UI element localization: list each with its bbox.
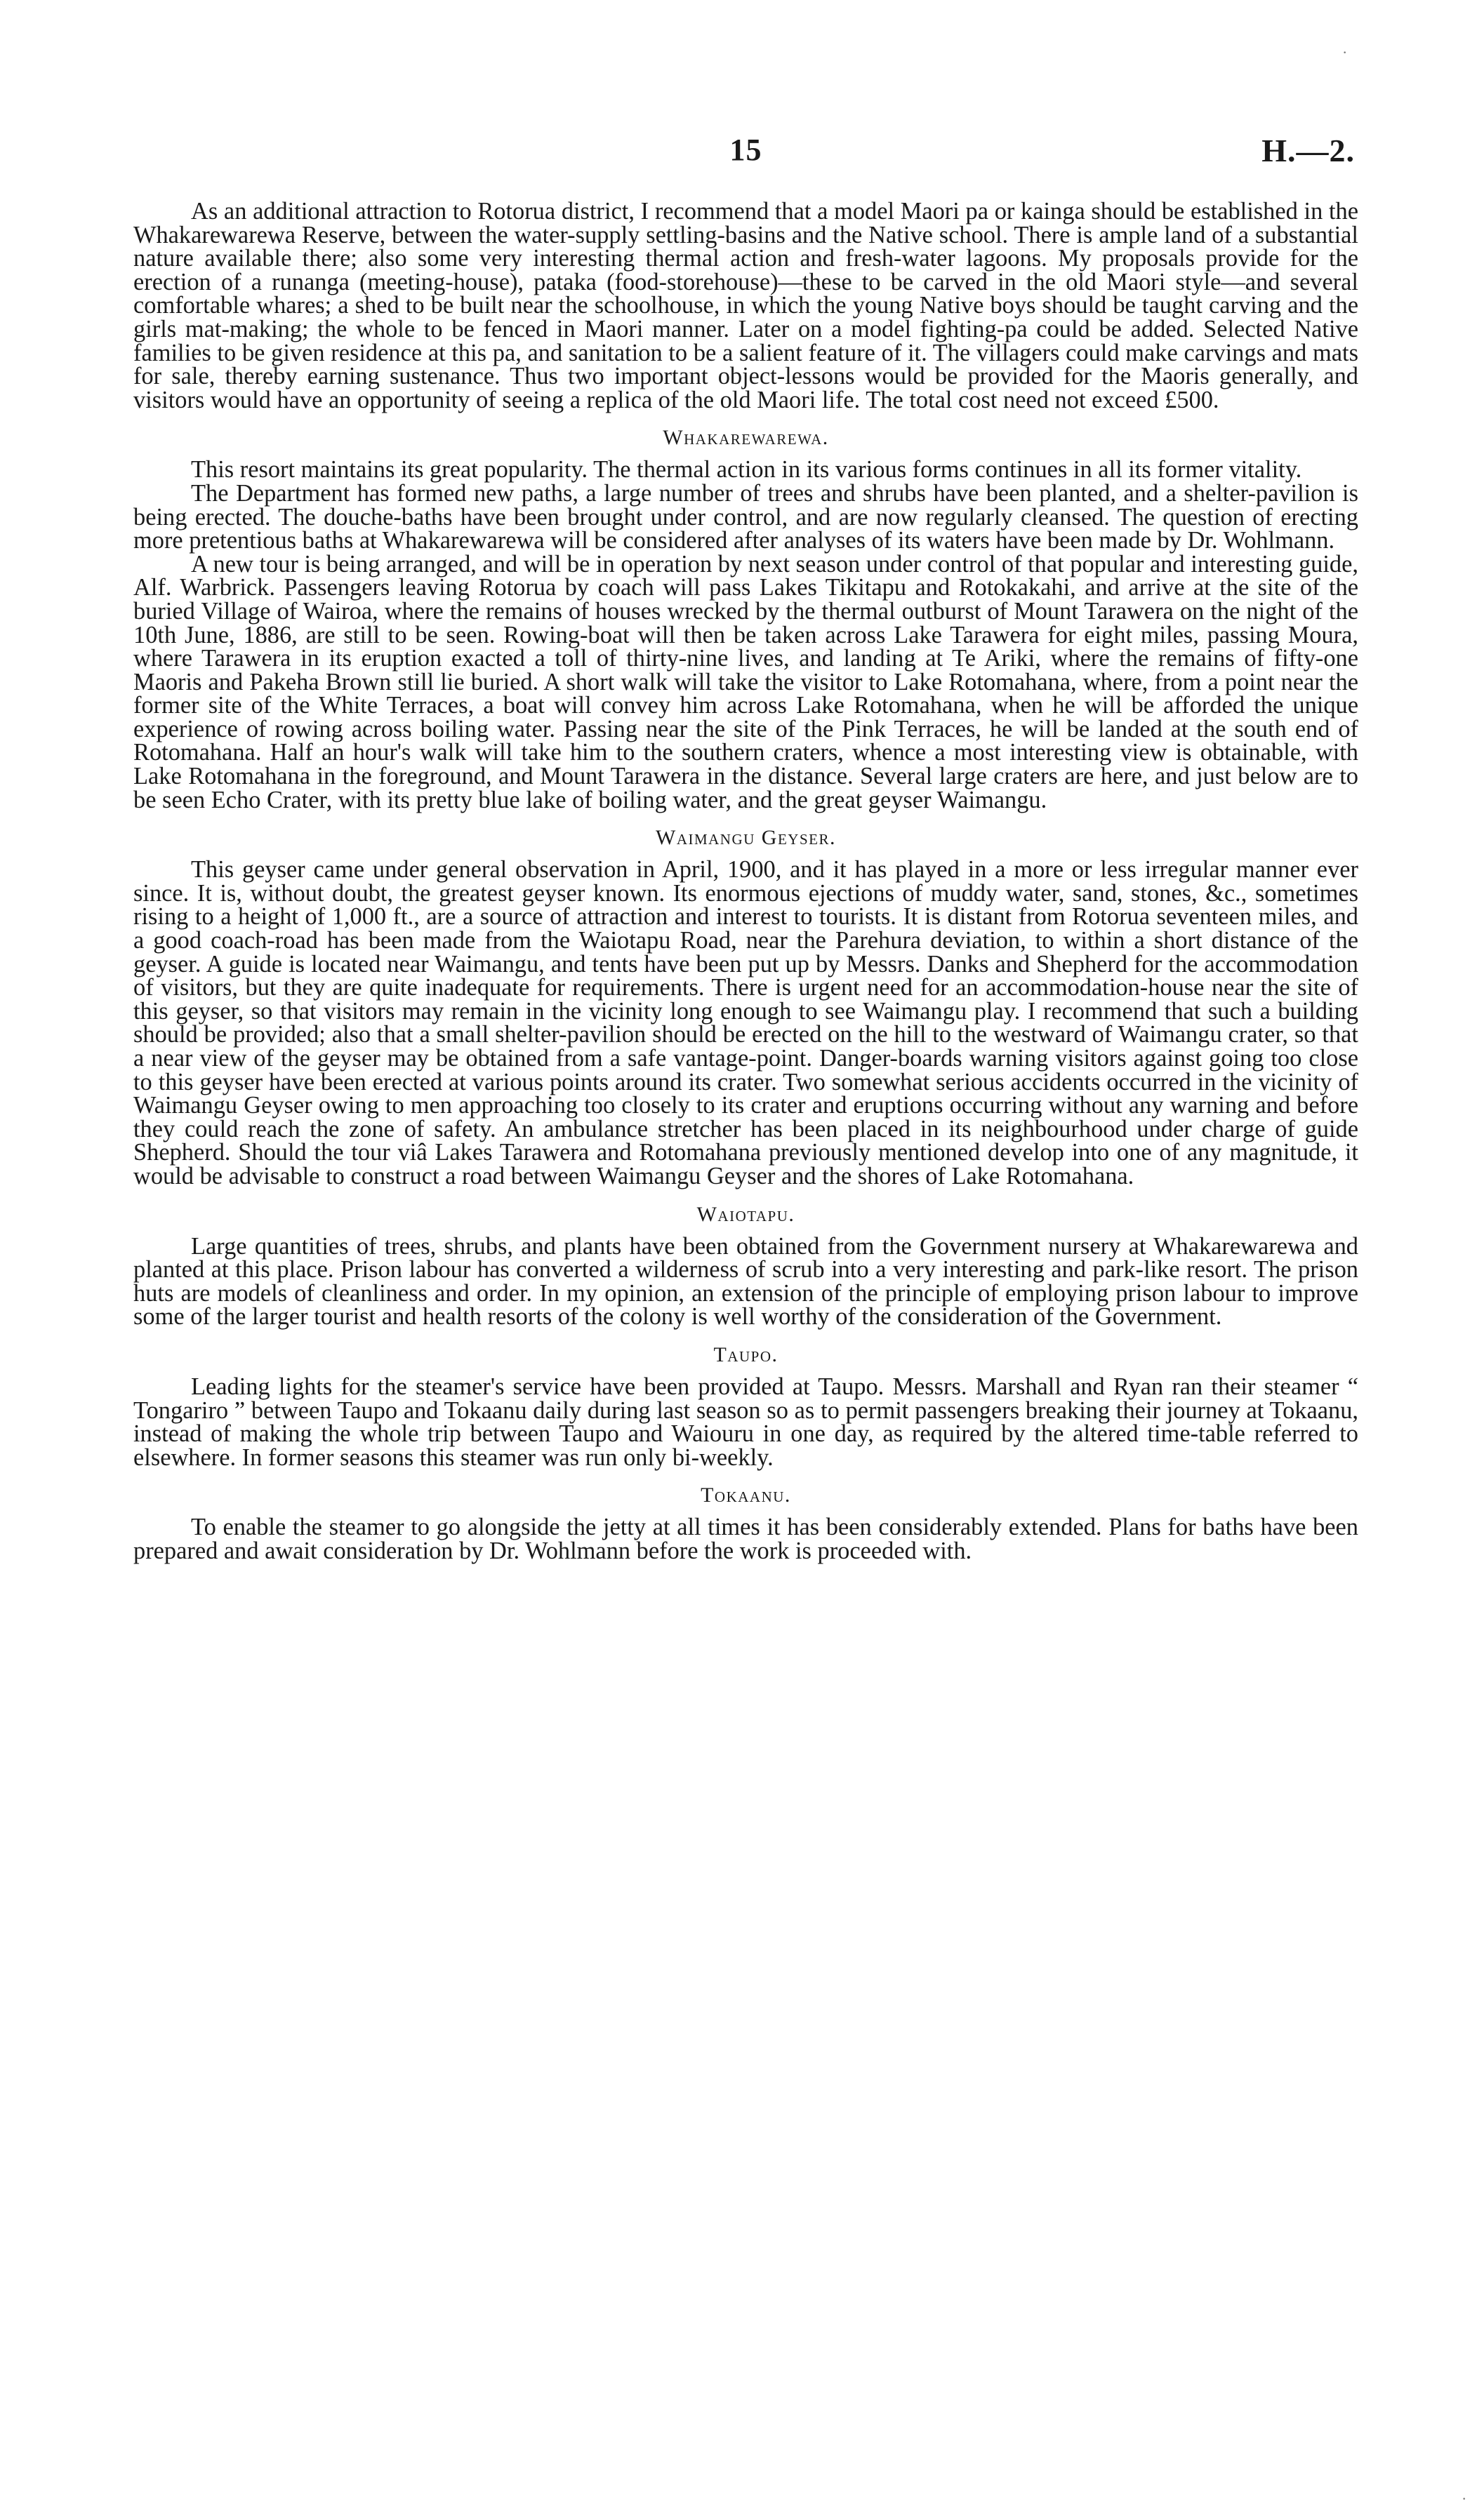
section-waimangu-geyser (133, 826, 1358, 1188)
paragraph: This resort maintains its great popularity. The thermal action in its various forms continues in all its former vitality. (191, 456, 1302, 484)
paragraph: Leading lights for the steamer's service have been provided at Taupo. Messrs. Marshall and Ryan ran their steamer “ Tongariro ” between Taupo and Tokaanu daily during last season so as to permit passengers breaking their journey at Tokaanu, instead of making the whole trip between Taupo and Waiouru in one day, as required by the altered time-table referred to elsewhere. In former seasons this steamer was run only bi-weekly. (133, 1373, 1358, 1471)
paragraph: Large quantities of trees, shrubs, and plants have been obtained from the Government nursery at Whakarewarewa and planted at this place. Prison labour has converted a wilderness of scrub into a very interesting and park-like resort. The prison huts are models of cleanliness and order. In my opinion, an extension of the principle of employing prison labour to improve some of the larger tourist and health resorts of the colony is well worthy of the consideration of the Government. (133, 1232, 1358, 1331)
body-text (133, 200, 1358, 1564)
paragraph: The Department has formed new paths, a large number of trees and shrubs have been planted, and a shelter-pavilion is being erected. The douche-baths have been brought under control, and are now regularly cleansed. The question of erecting more pretentious baths at Whakarewarewa will be considered after analyses of its waters have been made by Dr. Wohlmann. (133, 479, 1358, 554)
paragraph: A new tour is being arranged, and will be in operation by next season under control of that popular and interesting guide, Alf. Warbrick. Passengers leaving Rotorua by coach will pass Lakes Tikitapu and Rotokakahi, and arrive at the site of the buried Village of Wairoa, where the remains of houses wrecked by the thermal outburst of Mount Tarawera on the night of the 10th June, 1886, are still to be seen. Rowing-boat will then be taken across Lake Tarawera for eight miles, passing Moura, where Tarawera in its eruption exacted a toll of thirty-nine lives, and landing at Te Ariki, where the remains of fifty-one Maoris and Pakeha Brown still lie buried. A short walk will take the visitor to Lake Rotomahana, where, from a point near the former site of the White Terraces, a boat will convey him across Lake Rotomahana, when he will be afforded the unique experience of rowing across boiling water. Passing near the site of the Pink Terraces, he will be landed at the south end of Rotomahana. Half an hour's walk will take him to the southern craters, whence a most interesting view is obtainable, with Lake Rotomahana in the foreground, and Mount Tarawera in the distance. Several large craters are here, and just below are to be seen Echo Crater, with its pretty blue lake of boiling water, and the great geyser Waimangu. (133, 550, 1358, 813)
section-heading: Waimangu Geyser. (656, 826, 836, 850)
document-reference: H.—2. (1261, 133, 1355, 168)
section-whakarewarewa (133, 426, 1358, 812)
paragraph: As an additional attraction to Rotorua district, I recommend that a model Maori pa or kainga should be established in the Whakarewarewa Reserve, between the water-supply settling-basins and the Native school. There is ample land of a substantial nature available there; also some very interesting thermal action and fresh-water lagoons. My proposals provide for the erection of a runanga (meeting-house), pataka (food-storehouse)—these to be carved in the old Maori style—and several comfortable whares; a shed to be built near the schoolhouse, in which the young Native boys should be taught carving and the girls mat-making; the whole to be fenced in Maori manner. Later on a model fighting-pa could be added. Selected Native families to be given residence at this pa, and sanitation to be a salient feature of it. The villagers could make carvings and mats for sale, thereby earning sustenance. Thus two important object-lessons would be provided for the Maoris generally, and visitors would have an opportunity of seeing a replica of the old Maori life. The total cost need not exceed £500. (133, 198, 1358, 413)
section-heading: Waiotapu. (696, 1202, 795, 1226)
page-number: 15 (729, 133, 762, 167)
section-waiotapu (133, 1203, 1358, 1329)
section-heading: Taupo. (713, 1342, 779, 1366)
section-maori-pa (133, 200, 1358, 412)
paragraph: To enable the steamer to go alongside the jetty at all times it has been considerably extended. Plans for baths have been prepared and await consideration by Dr. Wohlmann before the work is proceeded with. (133, 1514, 1358, 1564)
section-heading: Whakarewarewa. (663, 426, 829, 450)
section-tokaanu (133, 1484, 1358, 1563)
section-taupo (133, 1343, 1358, 1469)
section-heading: Tokaanu. (701, 1484, 791, 1507)
scan-speck: · (1342, 44, 1348, 61)
page-header (137, 132, 1355, 174)
paragraph: This geyser came under general observation in April, 1900, and it has played in a more or less irregular manner ever since. It is, without doubt, the greatest geyser known. Its enormous ejections of muddy water, sand, stones, &c., sometimes rising to a height of 1,000 ft., are a source of attraction and interest to tourists. It is distant from Rotorua seventeen miles, and a good coach-road has been made from the Waiotapu Road, near the Parehura deviation, to within a short distance of the geyser. A guide is located near Waimangu, and tents have been put up by Messrs. Danks and Shepherd for the accommodation of visitors, but they are quite inadequate for requirements. There is urgent need for an accommodation-house near the site of this geyser, so that visitors may remain in the vicinity long enough to see Waimangu play. I recommend that such a building should be provided; also that a small shelter-pavilion should be erected on the hill to the westward of Waimangu crater, so that a near view of the geyser may be obtained from a safe vantage-point. Danger-boards warning visitors against going too close to this geyser have been erected at various points around its crater. Two somewhat serious accidents occurred in the vicinity of Waimangu Geyser owing to men approaching too closely to its crater and eruptions occurring without any warning and before they could reach the zone of safety. An ambulance stretcher has been placed in its neighbourhood under charge of guide Shepherd. Should the tour viâ Lakes Tarawera and Rotomahana previously mentioned develop into one of any magnitude, it would be advisable to construct a road between Waimangu Geyser and the shores of Lake Rotomahana. (133, 856, 1358, 1189)
scan-speck: · (1462, 2490, 1467, 2507)
